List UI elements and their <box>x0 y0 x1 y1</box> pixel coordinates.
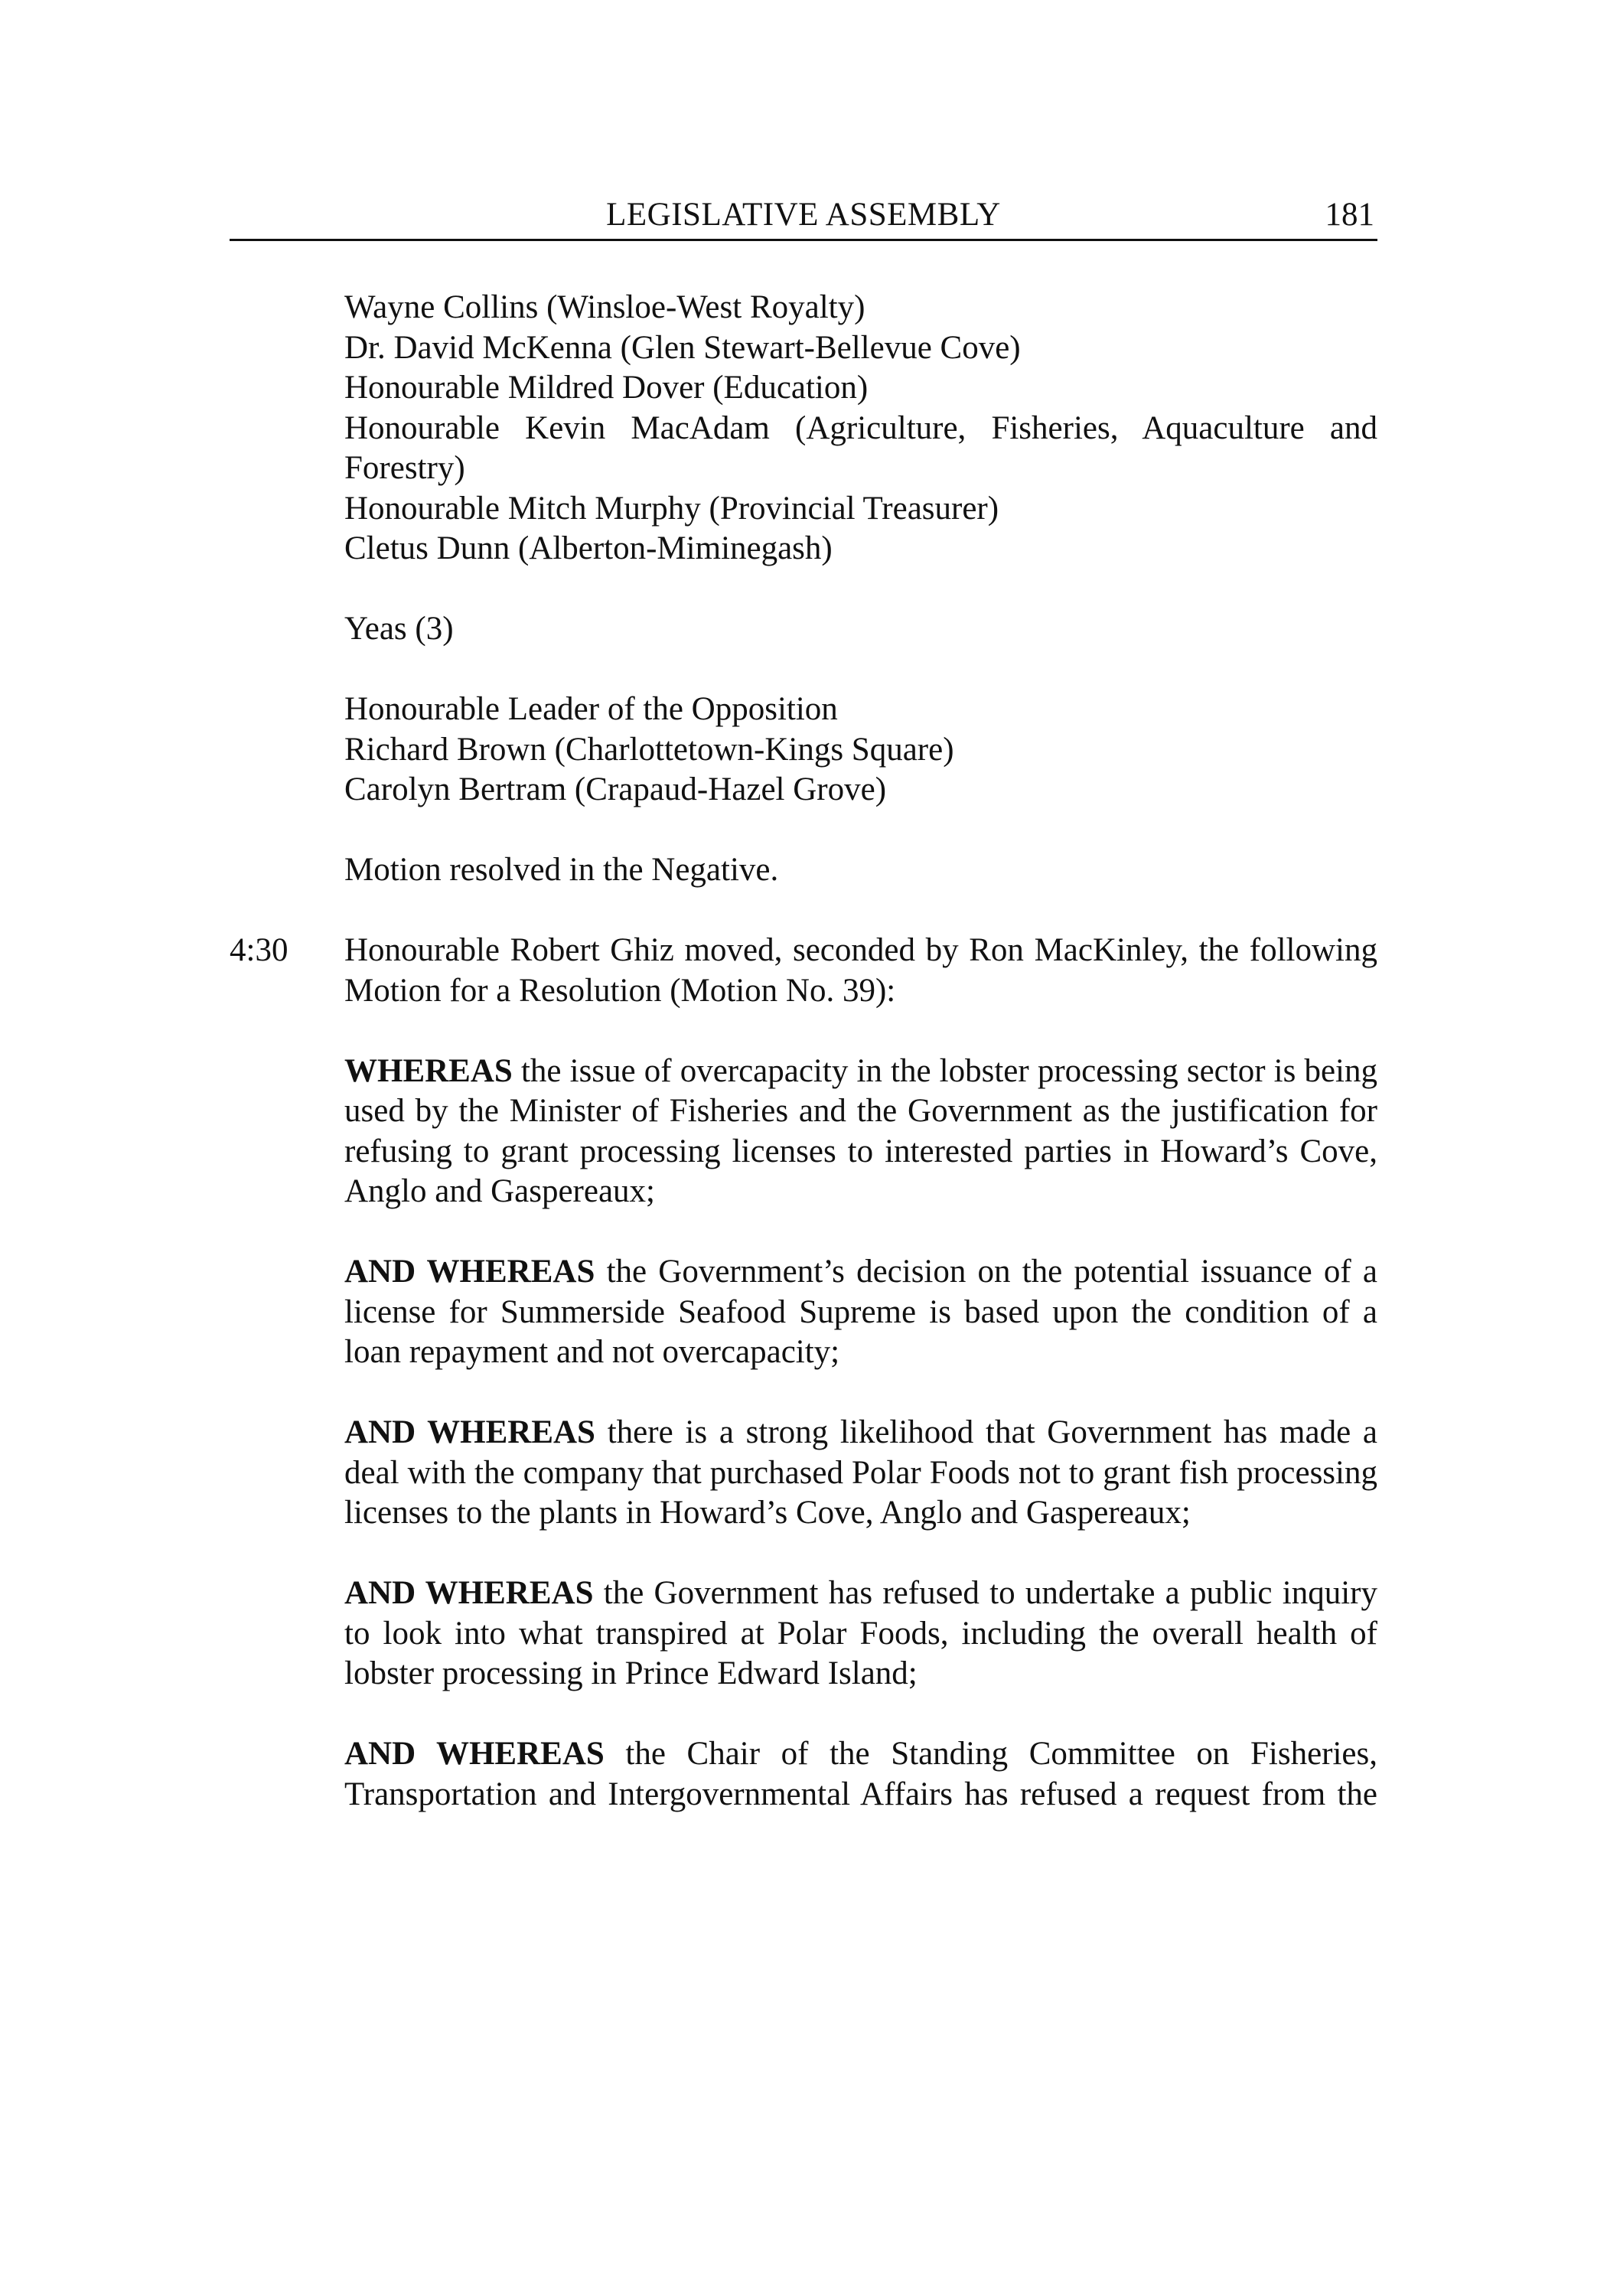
motion-result: Motion resolved in the Negative. <box>344 852 779 888</box>
clause-text: the Chair of the Standing Committee on Fisheries, Transportation and Intergovernmental Affairs has refused a request from the <box>344 1736 1377 1812</box>
clause-keyword: AND WHEREAS <box>344 1575 594 1611</box>
yeas-heading: Yeas (3) <box>344 611 454 647</box>
header-title: LEGISLATIVE ASSEMBLY <box>606 197 1001 233</box>
nays-list-item: Cletus Dunn (Alberton-Miminegash) <box>344 530 833 566</box>
whereas-clause <box>344 1574 1377 1694</box>
vote-section <box>344 288 1377 891</box>
yeas-list-item: Honourable Leader of the Opposition <box>344 691 838 727</box>
nays-list-item: Honourable Kevin MacAdam (Agriculture, Fisheries, Aquaculture and Forestry) <box>344 409 1377 486</box>
yeas-list-item: Richard Brown (Charlottetown-Kings Square) <box>344 731 954 768</box>
clause-text: the Government’s decision on the potential issuance of a license for Summerside Seafood Supreme is based upon the condition of a loan repayment and not overcapacity; <box>344 1254 1377 1370</box>
motion-time: 4:30 <box>230 932 288 968</box>
clause-keyword: AND WHEREAS <box>344 1736 605 1772</box>
page-number: 181 <box>1325 197 1374 233</box>
clause-text: the issue of overcapacity in the lobster processing sector is being used by the Minister of Fisheries and the Government as the justification for refusing to grant processing licenses to interested parties in Howard’s Cove, Anglo and Gaspereaux; <box>344 1052 1377 1209</box>
clause-text: the Government has refused to undertake a public inquiry to look into what transpired at Polar Foods, including the overall health of lobster processing in Prince Edward Island; <box>344 1575 1377 1691</box>
motion-section <box>344 931 1377 1815</box>
nays-list-item: Wayne Collins (Winsloe-West Royalty) <box>344 289 865 325</box>
yeas-list-item: Carolyn Bertram (Crapaud-Hazel Grove) <box>344 771 887 807</box>
nays-list-item: Honourable Mildred Dover (Education) <box>344 370 869 406</box>
whereas-clause <box>344 1052 1377 1212</box>
clause-text: there is a strong likelihood that Government has made a deal with the company that purchased Polar Foods not to grant fish processing licenses to the plants in Howard’s Cove, Anglo and Gaspereaux; <box>344 1414 1377 1531</box>
nays-list-item: Honourable Mitch Murphy (Provincial Treasurer) <box>344 490 999 527</box>
clause-keyword: AND WHEREAS <box>344 1254 595 1290</box>
whereas-clause <box>344 1252 1377 1373</box>
whereas-clause <box>344 1413 1377 1534</box>
page-header <box>230 196 1377 241</box>
motion-intro: Honourable Robert Ghiz moved, seconded by Ron MacKinley, the following Motion for a Resolution (Motion No. 39): <box>344 932 1377 1009</box>
nays-list-item: Dr. David McKenna (Glen Stewart-Bellevue Cove) <box>344 329 1021 366</box>
whereas-clause <box>344 1734 1377 1815</box>
clause-keyword: WHEREAS <box>344 1052 513 1089</box>
clause-keyword: AND WHEREAS <box>344 1414 595 1450</box>
